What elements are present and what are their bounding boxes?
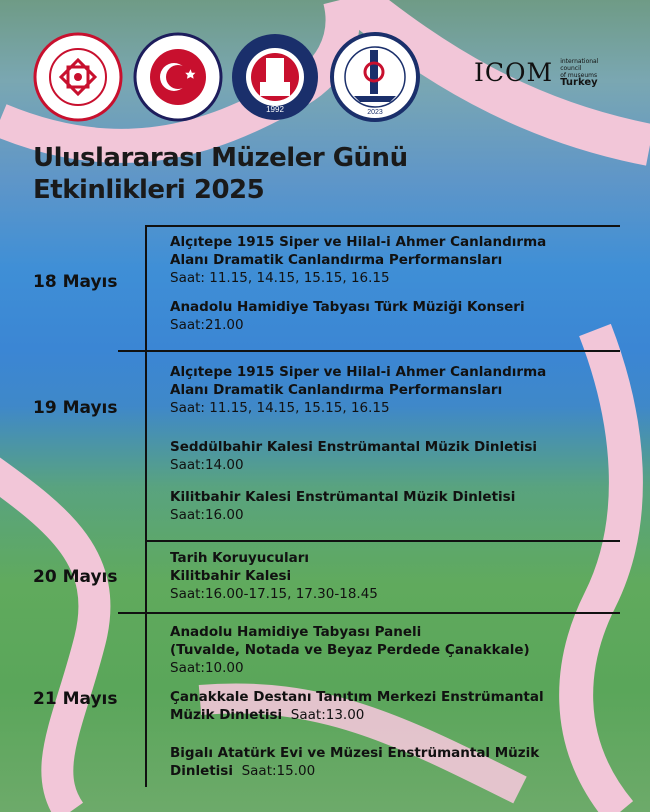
icom-turkey-logo [474,58,598,87]
event-item: Alçıtepe 1915 Siper ve Hilal-i Ahmer Canlandırma Alanı Dramatik Canlandırma Performansları Saat: 11.15, 14.15, 15.15, 16.15 [170,364,547,416]
divider [145,225,620,227]
logo-strip [0,0,650,140]
onsekiz-mart-university-seal [230,32,320,122]
icom-logo-subtext: international council of museums Turkey [560,58,599,88]
day-label: 18 Mayıs [33,272,118,292]
divider [145,350,147,540]
divider [145,540,620,542]
divider [118,612,620,614]
day-label: 21 Mayıs [33,689,118,709]
event-item: Alçıtepe 1915 Siper ve Hilal-i Ahmer Canlandırma Alanı Dramatik Canlandırma Performansları Saat: 11.15, 14.15, 15.15, 16.15 [170,234,547,286]
event-item: Seddülbahir Kalesi Enstrümantal Müzik Dinletisi Saat:14.00 [170,439,537,473]
divider [145,612,147,787]
music-arts-faculty-seal [330,32,420,122]
divider [145,225,147,350]
svg-text:2023: 2023 [367,109,383,116]
divider [145,540,147,612]
event-item: Kilitbahir Kalesi Enstrümantal Müzik Dinletisi Saat:16.00 [170,489,516,523]
event-item: Çanakkale Destanı Tanıtım Merkezi Enstrümantal Müzik Dinletisi Saat:13.00 [170,689,544,723]
day-label: 20 Mayıs [33,567,118,587]
event-item: Tarih Koruyucuları Kilitbahir Kalesi Saat:16.00-17.15, 17.30-18.45 [170,550,378,602]
page-title: Uluslararası Müzeler Günü Etkinlikleri 2025 [33,143,408,205]
event-item: Anadolu Hamidiye Tabyası Türk Müziği Konseri Saat:21.00 [170,299,525,333]
day-label: 19 Mayıs [33,398,118,418]
icom-logo-text: ICOM [474,58,554,87]
canakkale-savaslari-gelibolu-seal [133,32,223,122]
divider [118,350,620,352]
svg-text:1992: 1992 [266,105,284,114]
event-item: Bigalı Atatürk Evi ve Müzesi Enstrümantal Müzik Dinletisi Saat:15.00 [170,745,540,779]
ministry-culture-tourism-seal [33,32,123,122]
event-item: Anadolu Hamidiye Tabyası Paneli (Tuvalde, Notada ve Beyaz Perdede Çanakkale) Saat:10.00 [170,624,530,676]
